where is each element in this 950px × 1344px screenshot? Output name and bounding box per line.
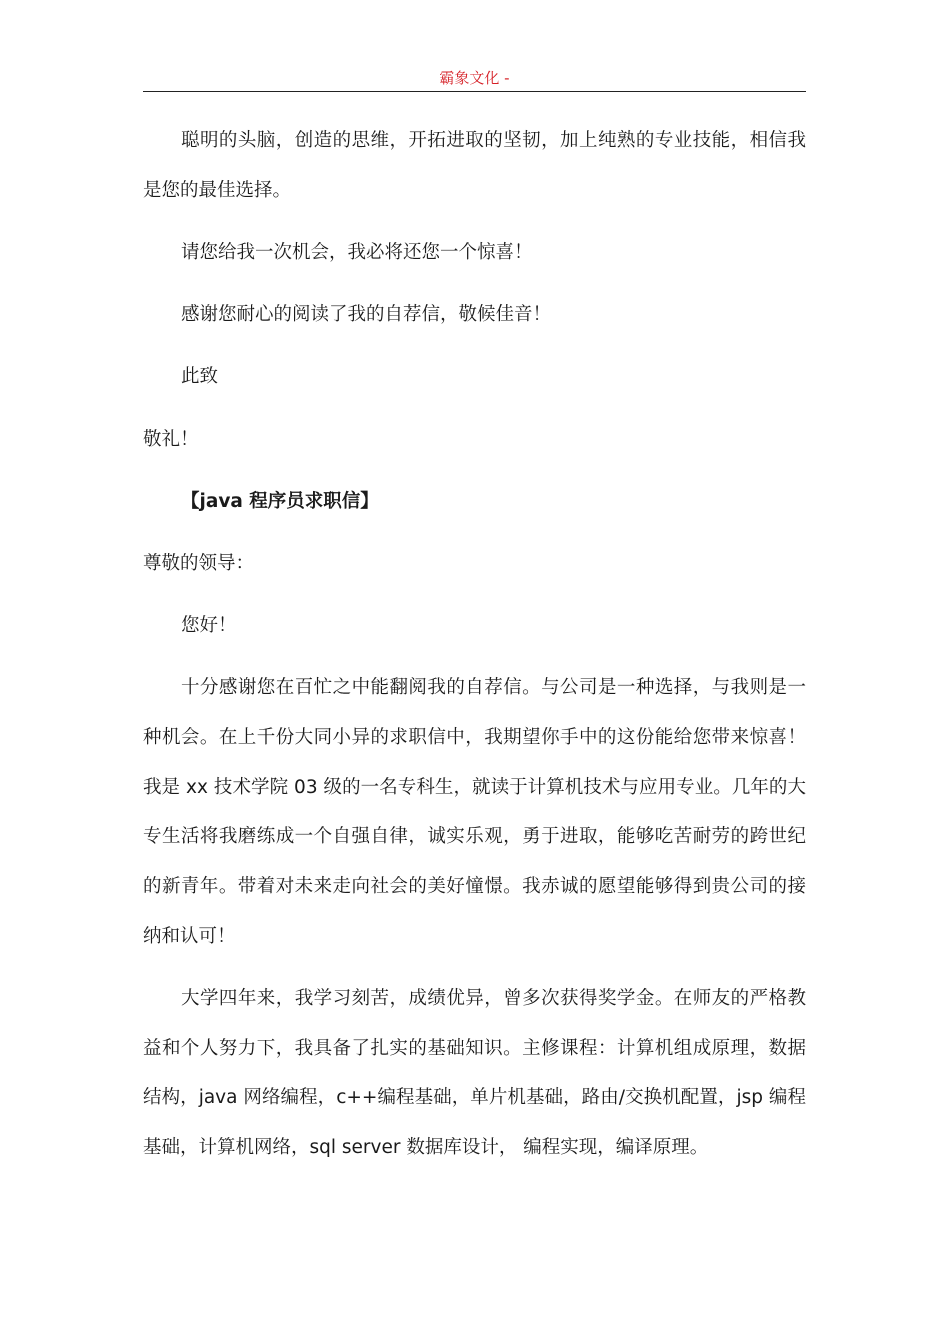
header-text: 霸象文化 - [439,69,510,87]
paragraph-education: 大学四年来，我学习刻苦，成绩优异，曾多次获得奖学金。在师友的严格教益和个人努力下，我具备了扎实的基础知识。主修课程：计算机组成原理，数据结构，java 网络编程，c++编程基础，单片机基础，路由/交换机配置，jsp 编程基础，计算机网络，sql server 数据库设计， 编程实现，编译原理。 [143,988,806,1159]
section-title: 【java 程序员求职信】 [181,490,379,512]
paragraph-thanks: 感谢您耐心的阅读了我的自荐信，敬候佳音！ [181,304,552,326]
greeting: 您好！ [181,615,237,637]
page-header [143,66,806,92]
paragraph-closing-pitch: 聪明的头脑，创造的思维，开拓进取的坚韧，加上纯熟的专业技能，相信我是您的最佳选择。 [143,130,806,201]
paragraph-jingli: 敬礼！ [143,428,199,450]
paragraph-cizhi: 此致 [181,366,219,388]
letter-body [143,116,806,1185]
salutation: 尊敬的领导： [143,552,255,574]
paragraph-request: 请您给我一次机会，我必将还您一个惊喜！ [181,241,533,263]
paragraph-introduction: 十分感谢您在百忙之中能翻阅我的自荐信。与公司是一种选择，与我则是一种机会。在上千份大同小异的求职信中，我期望你手中的这份能给您带来惊喜！我是 xx 技术学院 03 级的一名专科生，就读于计算机技术与应用专业。几年的大专生活将我磨练成一个自强自律，诚实乐观，勇于进取，能够吃苦耐劳的跨世纪的新青年。带着对未来走向社会的美好憧憬。我赤诚的愿望能够得到贵公司的接纳和认可！ [143,677,806,947]
